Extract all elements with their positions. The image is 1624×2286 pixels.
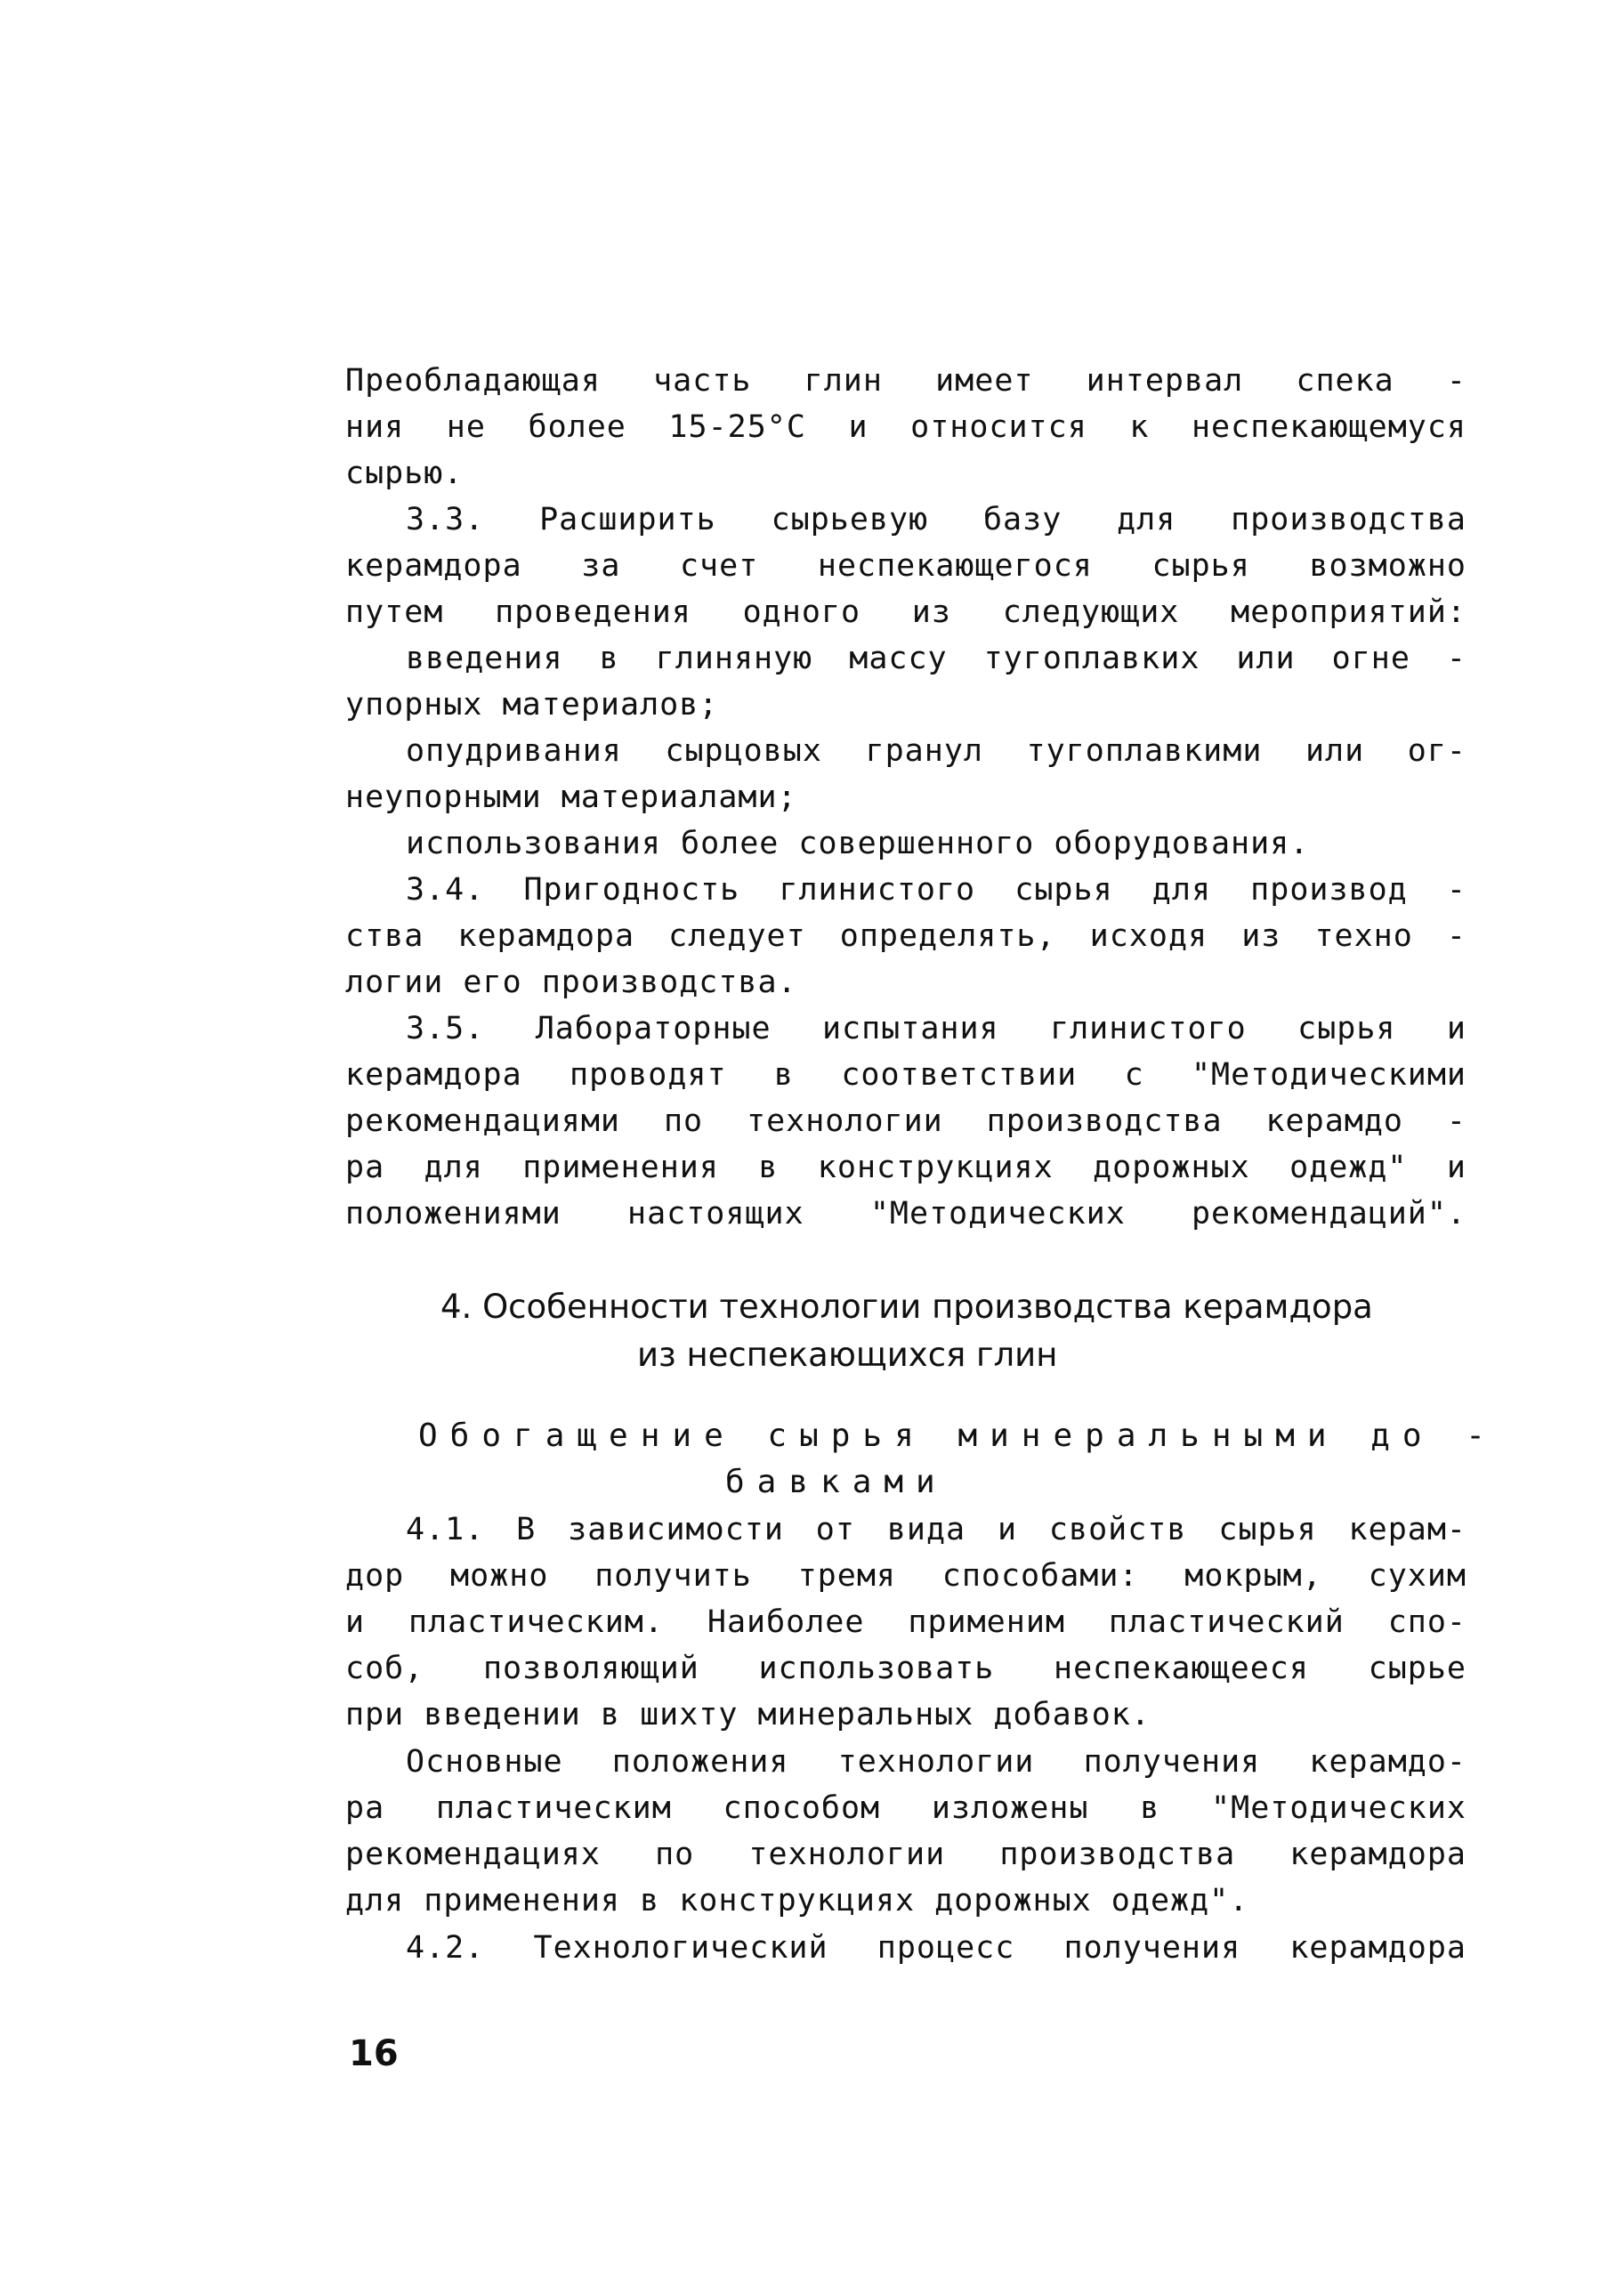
paragraph-line: опудривания сырцовых гранул тугоплавкими или ог- — [406, 733, 1466, 769]
paragraph-line: 3.4. Пригодность глинистого сырья для производ - — [406, 872, 1466, 908]
paragraph-line: 3.5. Лабораторные испытания глинистого сырья и — [406, 1011, 1466, 1046]
paragraph-line: и пластическим. Наиболее применим пластический спо- — [345, 1604, 1466, 1640]
subsection-heading: Обогащение сырья минеральными до - — [418, 1418, 1498, 1454]
subsection-heading-continuation: бавками — [725, 1464, 948, 1500]
paragraph-line: дор можно получить тремя способами: мокрым, сухим — [345, 1558, 1466, 1594]
paragraph-line: путем проведения одного из следующих мероприятий: — [345, 594, 1466, 630]
paragraph-line: Основные положения технологии получения керамдо- — [406, 1744, 1466, 1780]
paragraph-line: ния не более 15-25°С и относится к неспекающемуся — [345, 409, 1466, 445]
paragraph-line: неупорными материалами; — [345, 780, 797, 815]
paragraph-line: ства керамдора следует определять, исходя из техно - — [345, 918, 1466, 954]
paragraph-line: рекомендациями по технологии производства керамдо - — [345, 1103, 1466, 1139]
paragraph-line: Преобладающая часть глин имеет интервал спека - — [345, 363, 1466, 399]
paragraph-line: ра пластическим способом изложены в "Методических — [345, 1790, 1466, 1826]
paragraph-line: 4.1. В зависимости от вида и свойств сырья керам- — [406, 1512, 1466, 1547]
paragraph-line: ра для применения в конструкциях дорожных одежд" и — [345, 1150, 1466, 1185]
paragraph-line: соб, позволяющий использовать неспекающееся сырье — [345, 1651, 1466, 1686]
paragraph-line: для применения в конструкциях дорожных одежд". — [345, 1883, 1249, 1918]
paragraph-line: 3.3. Расширить сырьевую базу для производства — [406, 502, 1466, 537]
paragraph-line: упорных материалов; — [345, 687, 719, 723]
section-heading-continuation: из неспекающихся глин — [637, 1336, 1058, 1374]
paragraph-line: логии его производства. — [345, 965, 797, 1000]
paragraph-line: 4.2. Технологический процесс получения керамдора — [406, 1930, 1466, 1966]
section-heading: 4. Особенности технологии производства керамдора — [440, 1288, 1373, 1326]
paragraph-line: при введении в шихту минеральных добавок. — [345, 1697, 1151, 1733]
paragraph-line: керамдора за счет неспекающегося сырья возможно — [345, 548, 1466, 584]
paragraph-line: рекомендациях по технологии производства керамдора — [345, 1837, 1466, 1872]
paragraph-line: введения в глиняную массу тугоплавких или огне - — [406, 641, 1466, 676]
paragraph-line: сырью. — [345, 456, 464, 491]
page-number: 16 — [349, 2033, 399, 2074]
paragraph-line: положениями настоящих "Методических рекомендаций". — [345, 1196, 1466, 1232]
paragraph-line: керамдора проводят в соответствии с "Методическими — [345, 1057, 1466, 1093]
paragraph-line: использования более совершенного оборудования. — [406, 826, 1310, 861]
